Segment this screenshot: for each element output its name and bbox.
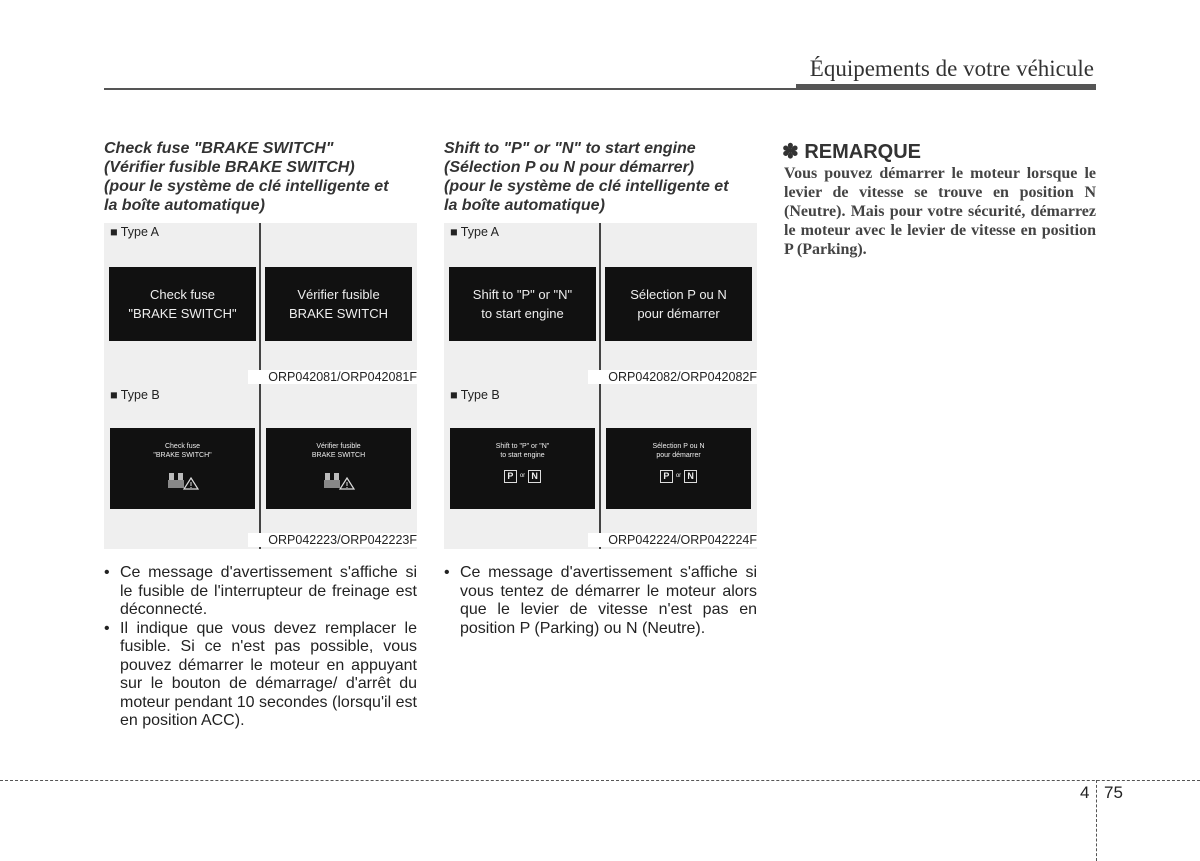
gear-indicator	[504, 470, 541, 483]
panel-divider	[259, 223, 261, 386]
screen-text: BRAKE SWITCH	[289, 306, 388, 321]
screen-text: to start engine	[481, 306, 564, 321]
page-header-title: Équipements de votre véhicule	[809, 56, 1094, 81]
type-a-label: ■ Type A	[450, 225, 500, 239]
col1-title-line: (Vérifier fusible BRAKE SWITCH)	[104, 159, 355, 176]
cluster-screen-french	[265, 267, 412, 341]
type-b-panel	[104, 386, 417, 549]
bullet-text: Ce message d'avertissement s'affiche si vous tentez de démarrer le moteur alors que le levier de vitesse n'est pas en position P (Parking) ou N (Neutre).	[460, 564, 757, 637]
page-number: 75	[1104, 783, 1123, 802]
type-b-panel	[444, 386, 757, 549]
panel-divider	[599, 223, 601, 386]
neutral-icon: N	[528, 470, 541, 483]
screen-text: Sélection P ou N	[652, 443, 705, 450]
cluster-screen-english	[110, 428, 255, 509]
screen-text: BRAKE SWITCH	[311, 452, 366, 459]
screen-text: "BRAKE SWITCH"	[128, 306, 237, 321]
panel-divider	[599, 386, 601, 549]
figure-code: ORP042082/ORP042082F	[588, 370, 757, 384]
header-rule-accent	[796, 84, 1096, 90]
footer-rule	[0, 780, 1200, 781]
col1-title	[104, 139, 389, 215]
bullet-dot: •	[104, 619, 110, 637]
col1-title-line: la boîte automatique)	[104, 197, 265, 214]
list-item	[444, 564, 757, 638]
col1-figure	[104, 223, 417, 549]
col2-title-line: la boîte automatique)	[444, 197, 605, 214]
bullet-dot: •	[104, 564, 110, 581]
figure-code: ORP042224/ORP042224F	[588, 533, 757, 547]
type-a-label: ■ Type A	[110, 225, 160, 239]
footer-divider	[1096, 780, 1097, 861]
chapter-number: 4	[1080, 783, 1090, 802]
col2-title-line: (Sélection P ou N pour démarrer)	[444, 159, 695, 176]
cluster-screen-english	[109, 267, 256, 341]
col2-title	[444, 139, 729, 215]
screen-text: Vérifier fusible	[316, 443, 361, 450]
type-a-panel	[104, 223, 417, 386]
type-a-panel	[444, 223, 757, 386]
col2-title-line: (pour le système de clé intelligente et	[444, 178, 729, 195]
bullet-dot: •	[444, 564, 450, 581]
col1-title-line: (pour le système de clé intelligente et	[104, 178, 389, 195]
park-icon: P	[504, 470, 517, 483]
or-text: or	[519, 473, 526, 479]
screen-text: Check fuse	[164, 443, 201, 450]
cluster-screen-french	[266, 428, 411, 509]
fuse-warning-icon	[166, 468, 200, 490]
or-text: or	[675, 473, 682, 479]
col1-bullets	[104, 564, 417, 731]
neutral-icon: N	[684, 470, 697, 483]
remark-title: ✽ REMARQUE	[782, 141, 921, 163]
cluster-screen-french	[606, 428, 751, 509]
screen-text: Sélection P ou N	[630, 287, 727, 302]
col1-title-line: Check fuse "BRAKE SWITCH"	[104, 140, 334, 157]
list-item	[104, 620, 417, 731]
gear-indicator	[660, 470, 697, 483]
screen-text: Shift to "P" or "N"	[472, 287, 573, 302]
park-icon: P	[660, 470, 673, 483]
list-item	[104, 564, 417, 620]
figure-code: ORP042081/ORP042081F	[248, 370, 417, 384]
col2-figure	[444, 223, 757, 549]
figure-code: ORP042223/ORP042223F	[248, 533, 417, 547]
screen-text: pour démarrer	[637, 306, 720, 321]
remark-body: Vous pouvez démarrer le moteur lorsque le levier de vitesse se trouve en position N (Neutre). Mais pour votre sécurité, démarrez le moteur avec le levier de vitesse en position P (Parking).	[784, 165, 1096, 258]
panel-divider	[259, 386, 261, 549]
type-b-label: ■ Type B	[110, 388, 160, 402]
type-b-label: ■ Type B	[450, 388, 500, 402]
screen-text: Vérifier fusible	[297, 287, 380, 302]
screen-text: to start engine	[500, 452, 545, 459]
col2-title-line: Shift to "P" or "N" to start engine	[444, 140, 696, 157]
bullet-text: Ce message d'avertissement s'affiche si le fusible de l'interrupteur de freinage est déconnecté.	[120, 564, 417, 618]
screen-text: Check fuse	[149, 287, 216, 302]
screen-text: Shift to "P" or "N"	[495, 443, 550, 450]
col2-bullets	[444, 564, 757, 638]
cluster-screen-english	[450, 428, 595, 509]
fuse-warning-icon	[322, 468, 356, 490]
cluster-screen-french	[605, 267, 752, 341]
screen-text: pour démarrer	[656, 452, 701, 459]
screen-text: "BRAKE SWITCH"	[153, 452, 212, 459]
bullet-text: Il indique que vous devez remplacer le fusible. Si ce n'est pas possible, vous pouvez démarrer le moteur en appuyant sur le bouton de démarrage/ d'arrêt du moteur pendant 10 secondes (lorsqu'il est en position ACC).	[120, 619, 417, 729]
cluster-screen-english	[449, 267, 596, 341]
